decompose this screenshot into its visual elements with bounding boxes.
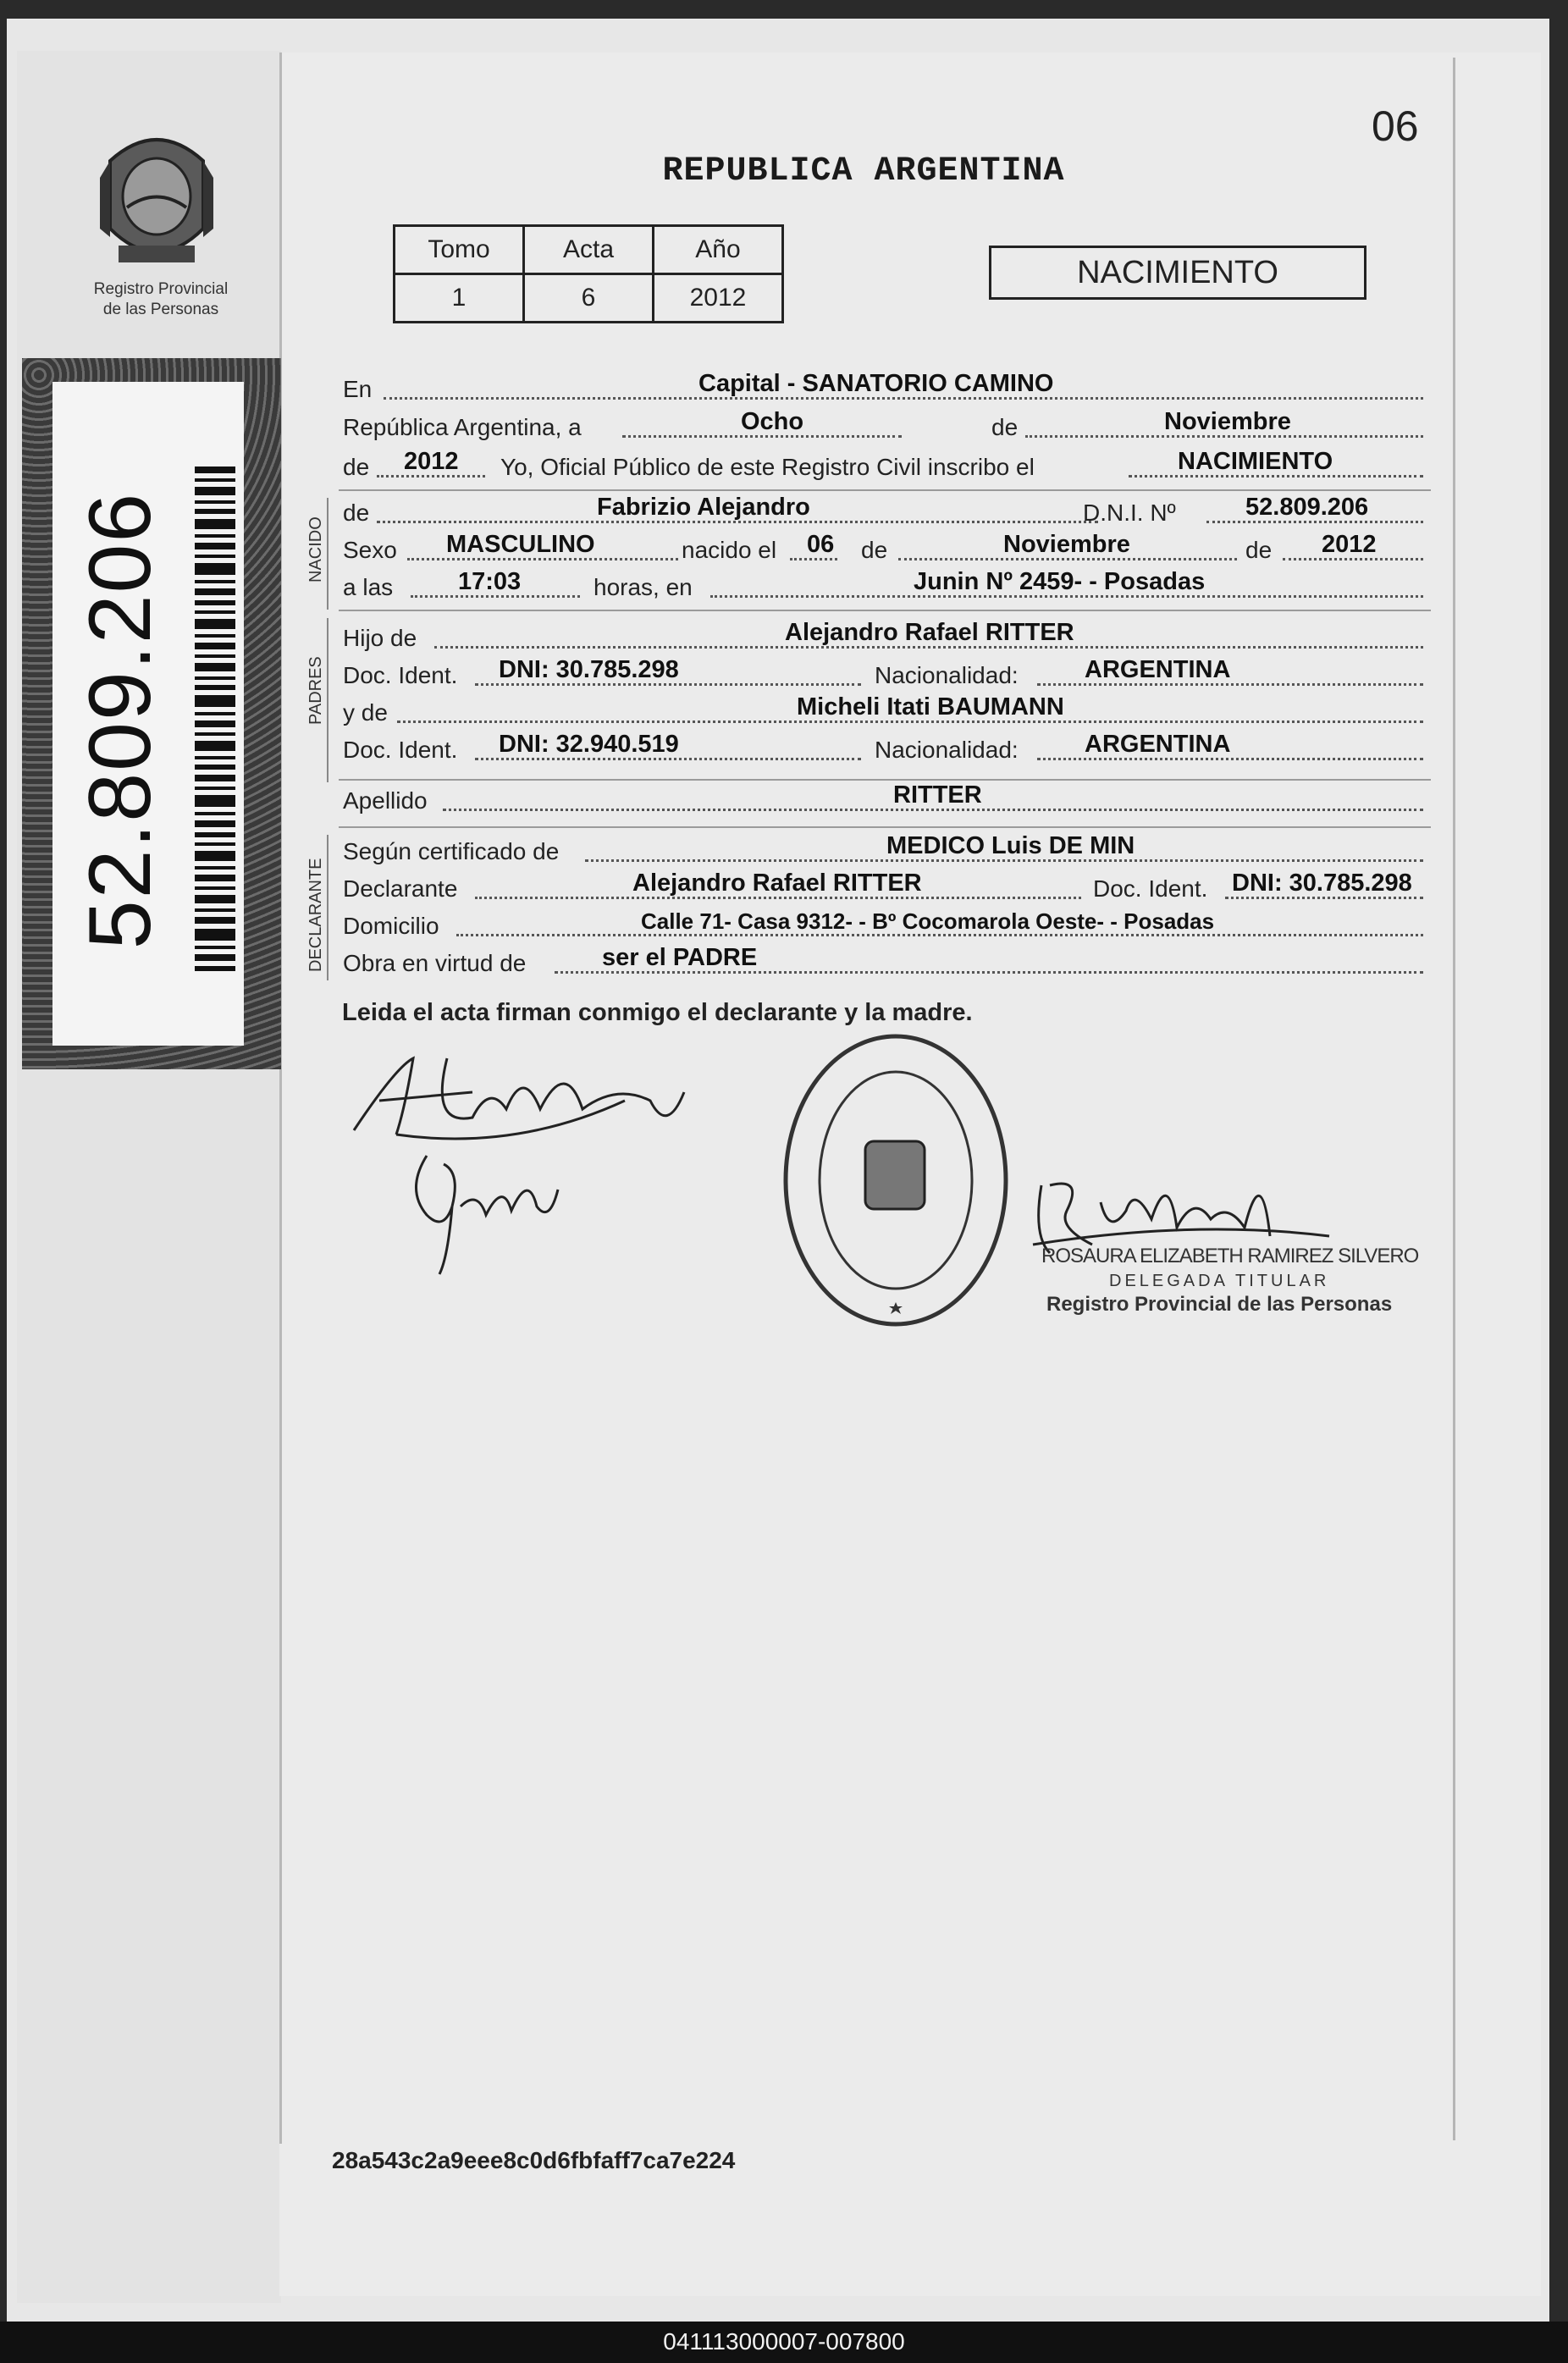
label-declarante: Declarante bbox=[343, 875, 458, 902]
label-inscribo: Yo, Oficial Público de este Registro Civil inscribo el bbox=[500, 454, 1035, 480]
value-sexo: MASCULINO bbox=[446, 531, 595, 558]
value-father-doc: DNI: 30.785.298 bbox=[499, 656, 679, 683]
row-nombre bbox=[343, 496, 1427, 527]
value-apellido: RITTER bbox=[893, 781, 982, 809]
label-obra: Obra en virtud de bbox=[343, 950, 527, 976]
right-margin-line bbox=[1453, 58, 1455, 2140]
value-obra: ser el PADRE bbox=[602, 944, 758, 971]
label-dni: D.N.I. Nº bbox=[1083, 500, 1176, 526]
value-declarante-doc: DNI: 30.785.298 bbox=[1232, 870, 1412, 897]
value-en: Capital - SANATORIO CAMINO bbox=[698, 370, 1054, 397]
official-block bbox=[1041, 1245, 1418, 1317]
separator bbox=[339, 610, 1431, 611]
value-tomo: 1 bbox=[395, 274, 524, 323]
value-nombre: Fabrizio Alejandro bbox=[597, 494, 810, 521]
row-father-doc bbox=[343, 656, 1427, 689]
row-hora bbox=[343, 568, 1427, 601]
value-acta: 6 bbox=[524, 274, 654, 323]
label-declarante-doc: Doc. Ident. bbox=[1093, 875, 1208, 902]
value-dni: 52.809.206 bbox=[1245, 494, 1369, 521]
row-certificado bbox=[343, 832, 1427, 865]
value-domicilio: Calle 71- Casa 9312- - Bº Cocomarola Oeste- - Posadas bbox=[641, 908, 1215, 934]
value-day: Ocho bbox=[741, 408, 804, 435]
label-de: de bbox=[991, 414, 1019, 440]
value-anio: 2012 bbox=[654, 274, 783, 323]
province-emblem-icon bbox=[93, 127, 220, 275]
row-domicilio bbox=[343, 909, 1427, 940]
separator bbox=[339, 779, 1431, 781]
label-de4: de bbox=[861, 537, 888, 563]
label-republica: República Argentina, a bbox=[343, 414, 582, 440]
row-apellido bbox=[343, 781, 1427, 814]
side-label-nacido: NACIDO bbox=[306, 516, 325, 582]
value-mother-name: Micheli Itati BAUMANN bbox=[797, 693, 1064, 720]
page-number: 06 bbox=[1372, 102, 1419, 150]
label-apellido: Apellido bbox=[343, 787, 428, 814]
label-de2: de bbox=[343, 454, 370, 480]
label-nacionalidad-2: Nacionalidad: bbox=[875, 737, 1019, 763]
side-label-padres: PADRES bbox=[306, 656, 325, 725]
label-nacionalidad: Nacionalidad: bbox=[875, 662, 1019, 688]
label-domicilio: Domicilio bbox=[343, 913, 439, 939]
barcode-frame bbox=[22, 358, 281, 1069]
mother-signature bbox=[401, 1139, 571, 1283]
row-declarante bbox=[343, 872, 1427, 903]
header-acta: Acta bbox=[524, 226, 654, 274]
label-doc-ident: Doc. Ident. bbox=[343, 662, 458, 688]
closing-text: Leida el acta firman conmigo el declarante y la madre. bbox=[342, 999, 973, 1026]
value-mother-doc: DNI: 32.940.519 bbox=[499, 731, 679, 758]
row-hijo bbox=[343, 621, 1427, 652]
row-obra bbox=[343, 944, 1427, 977]
registry-label-line1: Registro Provincial bbox=[93, 280, 229, 298]
official-name: ROSAURA ELIZABETH RAMIREZ SILVERO bbox=[1041, 1245, 1419, 1267]
label-doc-ident-2: Doc. Ident. bbox=[343, 737, 458, 763]
value-place: Junin Nº 2459- - Posadas bbox=[914, 568, 1206, 595]
label-nacido-el: nacido el bbox=[682, 537, 777, 563]
row-en bbox=[343, 370, 1427, 403]
row-sexo bbox=[343, 533, 1427, 564]
separator bbox=[339, 826, 1431, 828]
value-month: Noviembre bbox=[1164, 408, 1291, 435]
row-republica bbox=[343, 408, 1427, 441]
row-inscribo bbox=[343, 450, 1427, 481]
official-office: Registro Provincial de las Personas bbox=[1046, 1293, 1393, 1316]
record-type-box: NACIMIENTO bbox=[989, 246, 1366, 300]
row-mother-doc bbox=[343, 733, 1427, 764]
value-birth-month: Noviembre bbox=[1003, 531, 1130, 558]
value-father-nationality: ARGENTINA bbox=[1085, 656, 1231, 683]
registry-label-line2: de las Personas bbox=[102, 301, 219, 318]
document-hash: 28a543c2a9eee8c0d6fbfaff7ca7e224 bbox=[332, 2147, 736, 2173]
value-birth-year: 2012 bbox=[1322, 531, 1377, 558]
separator bbox=[339, 489, 1431, 491]
value-father-name: Alejandro Rafael RITTER bbox=[785, 619, 1074, 646]
label-en: En bbox=[343, 376, 373, 402]
label-de3: de bbox=[343, 500, 370, 526]
barcode-panel bbox=[52, 382, 244, 1046]
label-de5: de bbox=[1245, 537, 1273, 563]
header-tomo: Tomo bbox=[395, 226, 524, 274]
side-label-declarante: DECLARANTE bbox=[306, 858, 325, 972]
record-table-value-row bbox=[395, 274, 783, 323]
value-certificado: MEDICO Luis DE MIN bbox=[886, 832, 1135, 859]
label-y-de: y de bbox=[343, 699, 388, 726]
registry-label bbox=[68, 279, 254, 320]
value-declarante: Alejandro Rafael RITTER bbox=[632, 870, 922, 897]
barcode-icon bbox=[195, 467, 235, 974]
value-time: 17:03 bbox=[458, 568, 522, 595]
official-seal-icon bbox=[781, 1031, 1011, 1329]
header-anio: Año bbox=[654, 226, 783, 274]
label-certificado: Según certificado de bbox=[343, 838, 560, 864]
label-sexo: Sexo bbox=[343, 537, 397, 563]
value-year: 2012 bbox=[404, 448, 459, 475]
barcode-number: 52.809.206 bbox=[71, 491, 169, 950]
record-table bbox=[393, 224, 784, 323]
value-inscribo: NACIMIENTO bbox=[1178, 448, 1333, 475]
official-role: DELEGADA TITULAR bbox=[1109, 1272, 1330, 1290]
label-a-las: a las bbox=[343, 574, 394, 600]
label-horas: horas, en bbox=[594, 574, 693, 600]
label-hijo: Hijo de bbox=[343, 625, 417, 651]
footer-bar bbox=[0, 2322, 1568, 2363]
value-birth-day: 06 bbox=[807, 531, 835, 558]
value-mother-nationality: ARGENTINA bbox=[1085, 731, 1231, 758]
record-table-header-row bbox=[395, 226, 783, 274]
footer-id: 041113000007-007800 bbox=[663, 2328, 905, 2355]
row-y-de bbox=[343, 693, 1427, 726]
page-title: REPUBLICA ARGENTINA bbox=[662, 152, 1065, 190]
